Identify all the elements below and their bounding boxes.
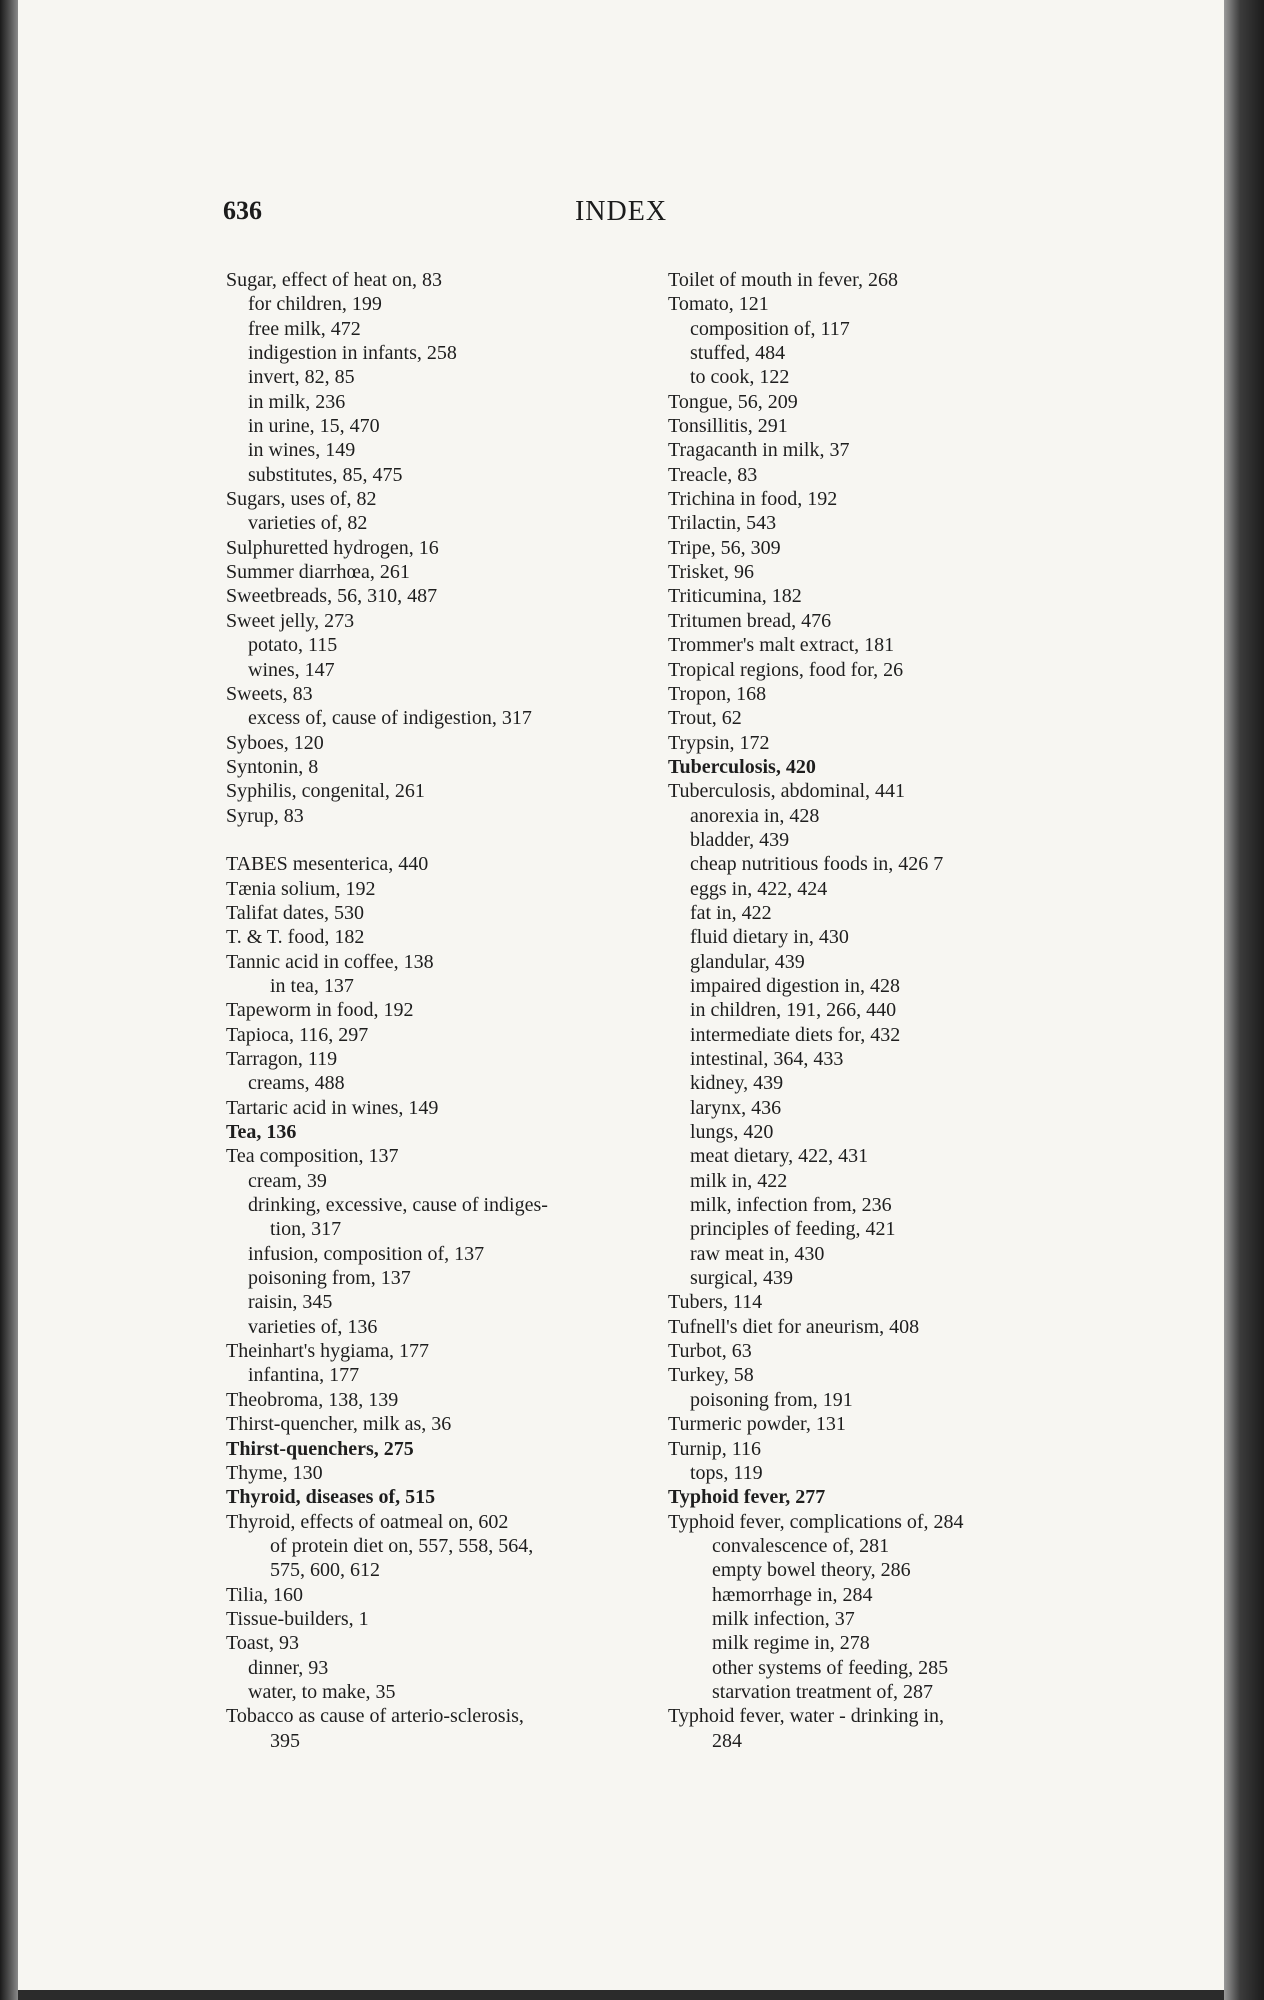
index-entry: in wines, 149: [248, 439, 356, 462]
index-entry: composition of, 117: [690, 317, 850, 340]
index-entry: Theinhart's hygiama, 177: [226, 1340, 429, 1363]
index-entry: larynx, 436: [690, 1096, 782, 1119]
index-entry: 284: [712, 1729, 742, 1752]
index-entry: Tarragon, 119: [226, 1048, 338, 1070]
book-binding: [0, 0, 18, 2000]
index-entry: wines, 147: [248, 658, 335, 681]
index-entry: creams, 488: [248, 1072, 345, 1095]
index-entry: Trommer's malt extract, 181: [668, 634, 895, 657]
index-entry: hæmorrhage in, 284: [712, 1583, 873, 1606]
index-entry: water, to make, 35: [248, 1680, 396, 1703]
index-entry: Tuberculosis, abdominal, 441: [668, 780, 906, 803]
index-entry: Turkey, 58: [668, 1364, 754, 1387]
index-entry: Syrup, 83: [226, 804, 304, 827]
index-entry: Tartaric acid in wines, 149: [226, 1096, 439, 1119]
index-entry: 395: [270, 1729, 300, 1752]
index-entry: Tragacanth in milk, 37: [668, 439, 850, 462]
index-entry: kidney, 439: [690, 1072, 784, 1095]
index-entry: surgical, 439: [690, 1267, 793, 1290]
index-entry: Tropical regions, food for, 26: [668, 658, 904, 681]
index-entry: to cook, 122: [690, 366, 790, 389]
index-entry: fluid dietary in, 430: [690, 926, 849, 949]
index-entry: infantina, 177: [248, 1364, 360, 1387]
index-entry: starvation treatment of, 287: [712, 1680, 934, 1703]
index-entry: Tea composition, 137: [226, 1145, 399, 1168]
index-entry: Thyme, 130: [226, 1461, 323, 1484]
index-entry: other systems of feeding, 285: [712, 1656, 949, 1679]
index-entry: Treacle, 83: [668, 463, 758, 486]
index-entry: Tuberculosis, 420: [668, 755, 816, 778]
index-entry: Tobacco as cause of arterio-sclerosis,: [226, 1705, 524, 1728]
index-entry: Tropon, 168: [668, 682, 767, 705]
index-entry: Sweet jelly, 273: [226, 609, 355, 632]
index-entry: raw meat in, 430: [690, 1242, 825, 1265]
index-entry: in tea, 137: [270, 974, 354, 997]
page-number: 636: [223, 196, 262, 225]
index-entry: Tubers, 114: [668, 1291, 763, 1314]
index-entry: Turnip, 116: [668, 1437, 761, 1460]
index-entry: Theobroma, 138, 139: [226, 1388, 399, 1411]
index-entry: 575, 600, 612: [270, 1559, 380, 1582]
index-entry: Trout, 62: [668, 707, 742, 730]
index-entry: Tea, 136: [226, 1121, 297, 1144]
index-entry: Tonsillitis, 291: [668, 415, 788, 438]
index-entry: eggs in, 422, 424: [690, 877, 828, 900]
index-entry: varieties of, 82: [248, 512, 368, 535]
index-entry: infusion, composition of, 137: [248, 1242, 485, 1265]
index-entry: cheap nutritious foods in, 426 7: [690, 853, 944, 876]
index-entry: substitutes, 85, 475: [248, 463, 403, 486]
index-entry: Trilactin, 543: [668, 512, 777, 535]
index-entry: poisoning from, 137: [248, 1267, 411, 1290]
page-edge: [1224, 0, 1264, 2000]
page-header: [18, 196, 1224, 236]
index-entry: Tapioca, 116, 297: [226, 1023, 369, 1046]
index-entry: excess of, cause of indigestion, 317: [248, 707, 532, 730]
index-entry: Tongue, 56, 209: [668, 390, 798, 413]
index-entry: dinner, 93: [248, 1656, 329, 1679]
index-entry: Thyroid, effects of oatmeal on, 602: [226, 1510, 509, 1533]
index-entry: convalescence of, 281: [712, 1534, 890, 1557]
index-entry: Summer diarrhœa, 261: [226, 561, 410, 584]
index-entry: intermediate diets for, 432: [690, 1023, 901, 1046]
index-spacer: [226, 828, 656, 852]
index-entry: milk infection, 37: [712, 1607, 855, 1630]
index-entry: raisin, 345: [248, 1291, 333, 1314]
index-entry: free milk, 472: [248, 317, 361, 340]
index-entry: Turbot, 63: [668, 1340, 752, 1363]
index-entry: Trypsin, 172: [668, 731, 770, 754]
index-entry: intestinal, 364, 433: [690, 1048, 844, 1070]
index-entry: Trisket, 96: [668, 561, 754, 584]
index-entry: Sulphuretted hydrogen, 16: [226, 536, 439, 559]
index-entry: milk in, 422: [690, 1169, 788, 1192]
index-entry: of protein diet on, 557, 558, 564,: [270, 1534, 534, 1557]
index-entry: principles of feeding, 421: [690, 1218, 896, 1241]
index-entry: impaired digestion in, 428: [690, 974, 900, 997]
index-entry: tion, 317: [270, 1218, 342, 1241]
index-entry: Tapeworm in food, 192: [226, 999, 414, 1022]
index-entry: varieties of, 136: [248, 1315, 378, 1338]
index-entry: indigestion in infants, 258: [248, 342, 457, 365]
index-entry: Tomato, 121: [668, 293, 769, 316]
index-entry: Tilia, 160: [226, 1583, 304, 1606]
index-entry: Typhoid fever, complications of, 284: [668, 1510, 964, 1533]
index-entry: Trichina in food, 192: [668, 488, 838, 511]
index-entry: Thyroid, diseases of, 515: [226, 1486, 436, 1509]
index-entry: Tritumen bread, 476: [668, 609, 832, 632]
index-entry: Syboes, 120: [226, 731, 324, 754]
index-entry: empty bowel theory, 286: [712, 1559, 911, 1582]
index-entry: tops, 119: [690, 1461, 763, 1484]
index-entry: in urine, 15, 470: [248, 415, 380, 438]
index-entry: TABES mesenterica, 440: [226, 853, 429, 876]
index-entry: Tænia solium, 192: [226, 877, 376, 900]
index-entry: meat dietary, 422, 431: [690, 1145, 869, 1168]
index-entry: T. & T. food, 182: [226, 926, 365, 949]
index-entry: invert, 82, 85: [248, 366, 355, 389]
index-entry: Toast, 93: [226, 1632, 300, 1655]
index-entry: Tissue-builders, 1: [226, 1607, 369, 1630]
index-entry: in children, 191, 266, 440: [690, 999, 897, 1022]
index-entry: Thirst-quencher, milk as, 36: [226, 1413, 452, 1436]
index-entry: bladder, 439: [690, 828, 790, 851]
index-column-left: [226, 268, 656, 1753]
index-entry: glandular, 439: [690, 950, 805, 973]
index-entry: lungs, 420: [690, 1121, 774, 1144]
index-entry: Sweets, 83: [226, 682, 313, 705]
index-entry: Typhoid fever, 277: [668, 1486, 826, 1509]
index-entry: drinking, excessive, cause of indiges-: [248, 1194, 548, 1217]
index-entry: Tufnell's diet for aneurism, 408: [668, 1315, 920, 1338]
index-entry: Sweetbreads, 56, 310, 487: [226, 585, 438, 608]
index-entry: milk regime in, 278: [712, 1632, 870, 1655]
index-entry: poisoning from, 191: [690, 1388, 853, 1411]
index-entry: Syntonin, 8: [226, 755, 319, 778]
index-entry: fat in, 422: [690, 901, 772, 924]
index-entry: Toilet of mouth in fever, 268: [668, 269, 898, 291]
index-entry: in milk, 236: [248, 390, 346, 413]
index-entry: Tannic acid in coffee, 138: [226, 950, 434, 973]
index-entry: Triticumina, 182: [668, 585, 802, 608]
index-entry: stuffed, 484: [690, 342, 786, 365]
index-entry: cream, 39: [248, 1169, 327, 1192]
index-entry: Tripe, 56, 309: [668, 536, 781, 559]
index-entry: milk, infection from, 236: [690, 1194, 892, 1217]
running-head: INDEX: [574, 196, 668, 227]
index-entry: anorexia in, 428: [690, 804, 820, 827]
index-entry: Typhoid fever, water - drinking in,: [668, 1705, 945, 1728]
index-entry: Sugar, effect of heat on, 83: [226, 269, 442, 291]
index-entry: Thirst-quenchers, 275: [226, 1437, 414, 1460]
index-column-right: [668, 268, 1098, 1753]
index-entry: for children, 199: [248, 293, 382, 316]
index-entry: Sugars, uses of, 82: [226, 488, 377, 511]
index-entry: Talifat dates, 530: [226, 901, 364, 924]
index-entry: Syphilis, congenital, 261: [226, 780, 425, 803]
index-entry: Turmeric powder, 131: [668, 1413, 846, 1436]
book-page: [18, 0, 1224, 1990]
index-entry: potato, 115: [248, 634, 338, 657]
